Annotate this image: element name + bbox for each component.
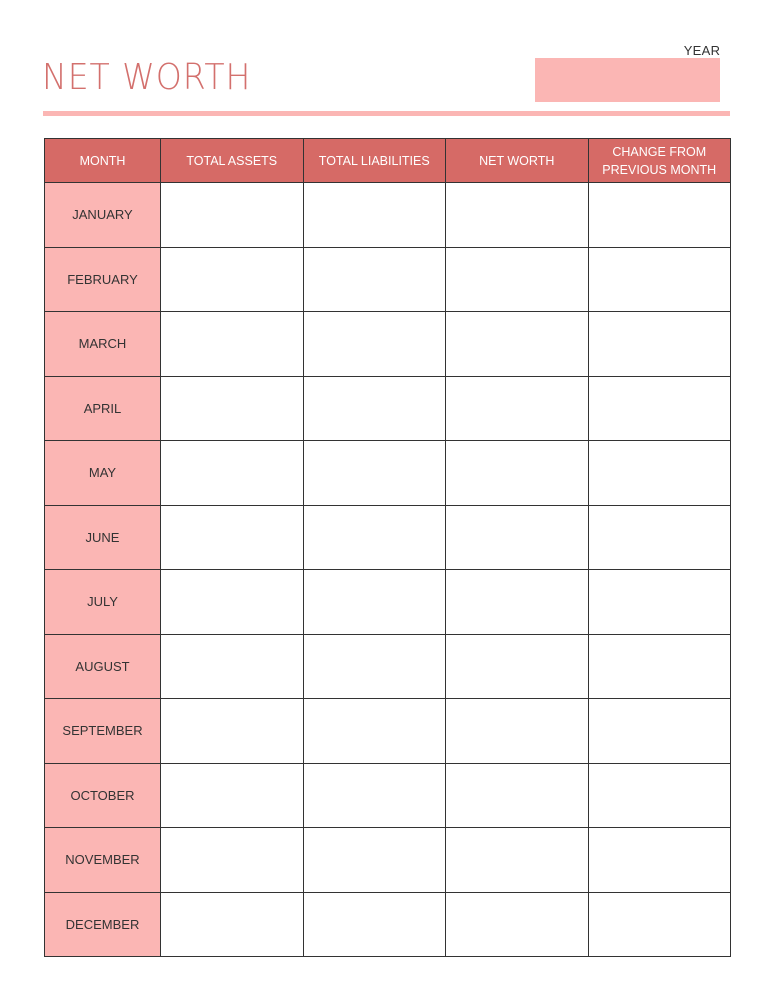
change-cell[interactable] xyxy=(588,376,731,441)
month-label: SEPTEMBER xyxy=(45,699,161,764)
table-row xyxy=(45,441,731,506)
column-header-month: MONTH xyxy=(45,139,161,183)
month-label: MAY xyxy=(45,441,161,506)
table-row xyxy=(45,183,731,248)
total-liabilities-cell[interactable] xyxy=(303,183,446,248)
month-label: DECEMBER xyxy=(45,892,161,957)
total-assets-cell[interactable] xyxy=(161,247,304,312)
month-label: APRIL xyxy=(45,376,161,441)
table-row xyxy=(45,570,731,635)
total-assets-cell[interactable] xyxy=(161,441,304,506)
net-worth-cell[interactable] xyxy=(446,828,589,893)
net-worth-cell[interactable] xyxy=(446,376,589,441)
net-worth-table xyxy=(44,138,731,957)
column-header-total-liabilities: TOTAL LIABILITIES xyxy=(303,139,446,183)
month-label: JULY xyxy=(45,570,161,635)
net-worth-cell[interactable] xyxy=(446,763,589,828)
total-assets-cell[interactable] xyxy=(161,183,304,248)
month-label: MARCH xyxy=(45,312,161,377)
month-label: OCTOBER xyxy=(45,763,161,828)
column-header-net-worth: NET WORTH xyxy=(446,139,589,183)
table-row xyxy=(45,763,731,828)
total-assets-cell[interactable] xyxy=(161,376,304,441)
total-liabilities-cell[interactable] xyxy=(303,247,446,312)
year-input-box[interactable] xyxy=(535,58,720,102)
change-cell[interactable] xyxy=(588,828,731,893)
month-label: JANUARY xyxy=(45,183,161,248)
change-cell[interactable] xyxy=(588,699,731,764)
page-title: NET WORTH xyxy=(42,57,252,98)
net-worth-cell[interactable] xyxy=(446,570,589,635)
total-liabilities-cell[interactable] xyxy=(303,441,446,506)
table-row xyxy=(45,892,731,957)
change-cell[interactable] xyxy=(588,634,731,699)
column-header-total-assets: TOTAL ASSETS xyxy=(161,139,304,183)
total-assets-cell[interactable] xyxy=(161,505,304,570)
table-row xyxy=(45,699,731,764)
net-worth-cell[interactable] xyxy=(446,634,589,699)
table-row xyxy=(45,505,731,570)
month-label: JUNE xyxy=(45,505,161,570)
total-assets-cell[interactable] xyxy=(161,892,304,957)
total-liabilities-cell[interactable] xyxy=(303,828,446,893)
table-row xyxy=(45,634,731,699)
total-assets-cell[interactable] xyxy=(161,312,304,377)
total-liabilities-cell[interactable] xyxy=(303,634,446,699)
change-cell[interactable] xyxy=(588,183,731,248)
net-worth-cell[interactable] xyxy=(446,312,589,377)
table-row xyxy=(45,312,731,377)
title-divider xyxy=(43,111,730,116)
net-worth-cell[interactable] xyxy=(446,247,589,312)
year-label: YEAR xyxy=(683,43,721,58)
change-cell[interactable] xyxy=(588,570,731,635)
net-worth-cell[interactable] xyxy=(446,699,589,764)
change-cell[interactable] xyxy=(588,892,731,957)
change-cell[interactable] xyxy=(588,312,731,377)
change-cell[interactable] xyxy=(588,441,731,506)
total-assets-cell[interactable] xyxy=(161,699,304,764)
table-header-row xyxy=(45,139,731,183)
total-liabilities-cell[interactable] xyxy=(303,699,446,764)
change-cell[interactable] xyxy=(588,763,731,828)
net-worth-cell[interactable] xyxy=(446,505,589,570)
total-assets-cell[interactable] xyxy=(161,828,304,893)
total-liabilities-cell[interactable] xyxy=(303,570,446,635)
total-assets-cell[interactable] xyxy=(161,634,304,699)
change-cell[interactable] xyxy=(588,505,731,570)
total-liabilities-cell[interactable] xyxy=(303,763,446,828)
total-liabilities-cell[interactable] xyxy=(303,376,446,441)
total-liabilities-cell[interactable] xyxy=(303,312,446,377)
net-worth-cell[interactable] xyxy=(446,183,589,248)
total-liabilities-cell[interactable] xyxy=(303,505,446,570)
total-liabilities-cell[interactable] xyxy=(303,892,446,957)
total-assets-cell[interactable] xyxy=(161,570,304,635)
table-row xyxy=(45,247,731,312)
month-label: AUGUST xyxy=(45,634,161,699)
month-label: NOVEMBER xyxy=(45,828,161,893)
total-assets-cell[interactable] xyxy=(161,763,304,828)
table-row xyxy=(45,828,731,893)
net-worth-cell[interactable] xyxy=(446,441,589,506)
net-worth-cell[interactable] xyxy=(446,892,589,957)
month-label: FEBRUARY xyxy=(45,247,161,312)
table-row xyxy=(45,376,731,441)
change-cell[interactable] xyxy=(588,247,731,312)
column-header-change-from-previous-month: CHANGE FROM PREVIOUS MONTH xyxy=(588,139,731,183)
